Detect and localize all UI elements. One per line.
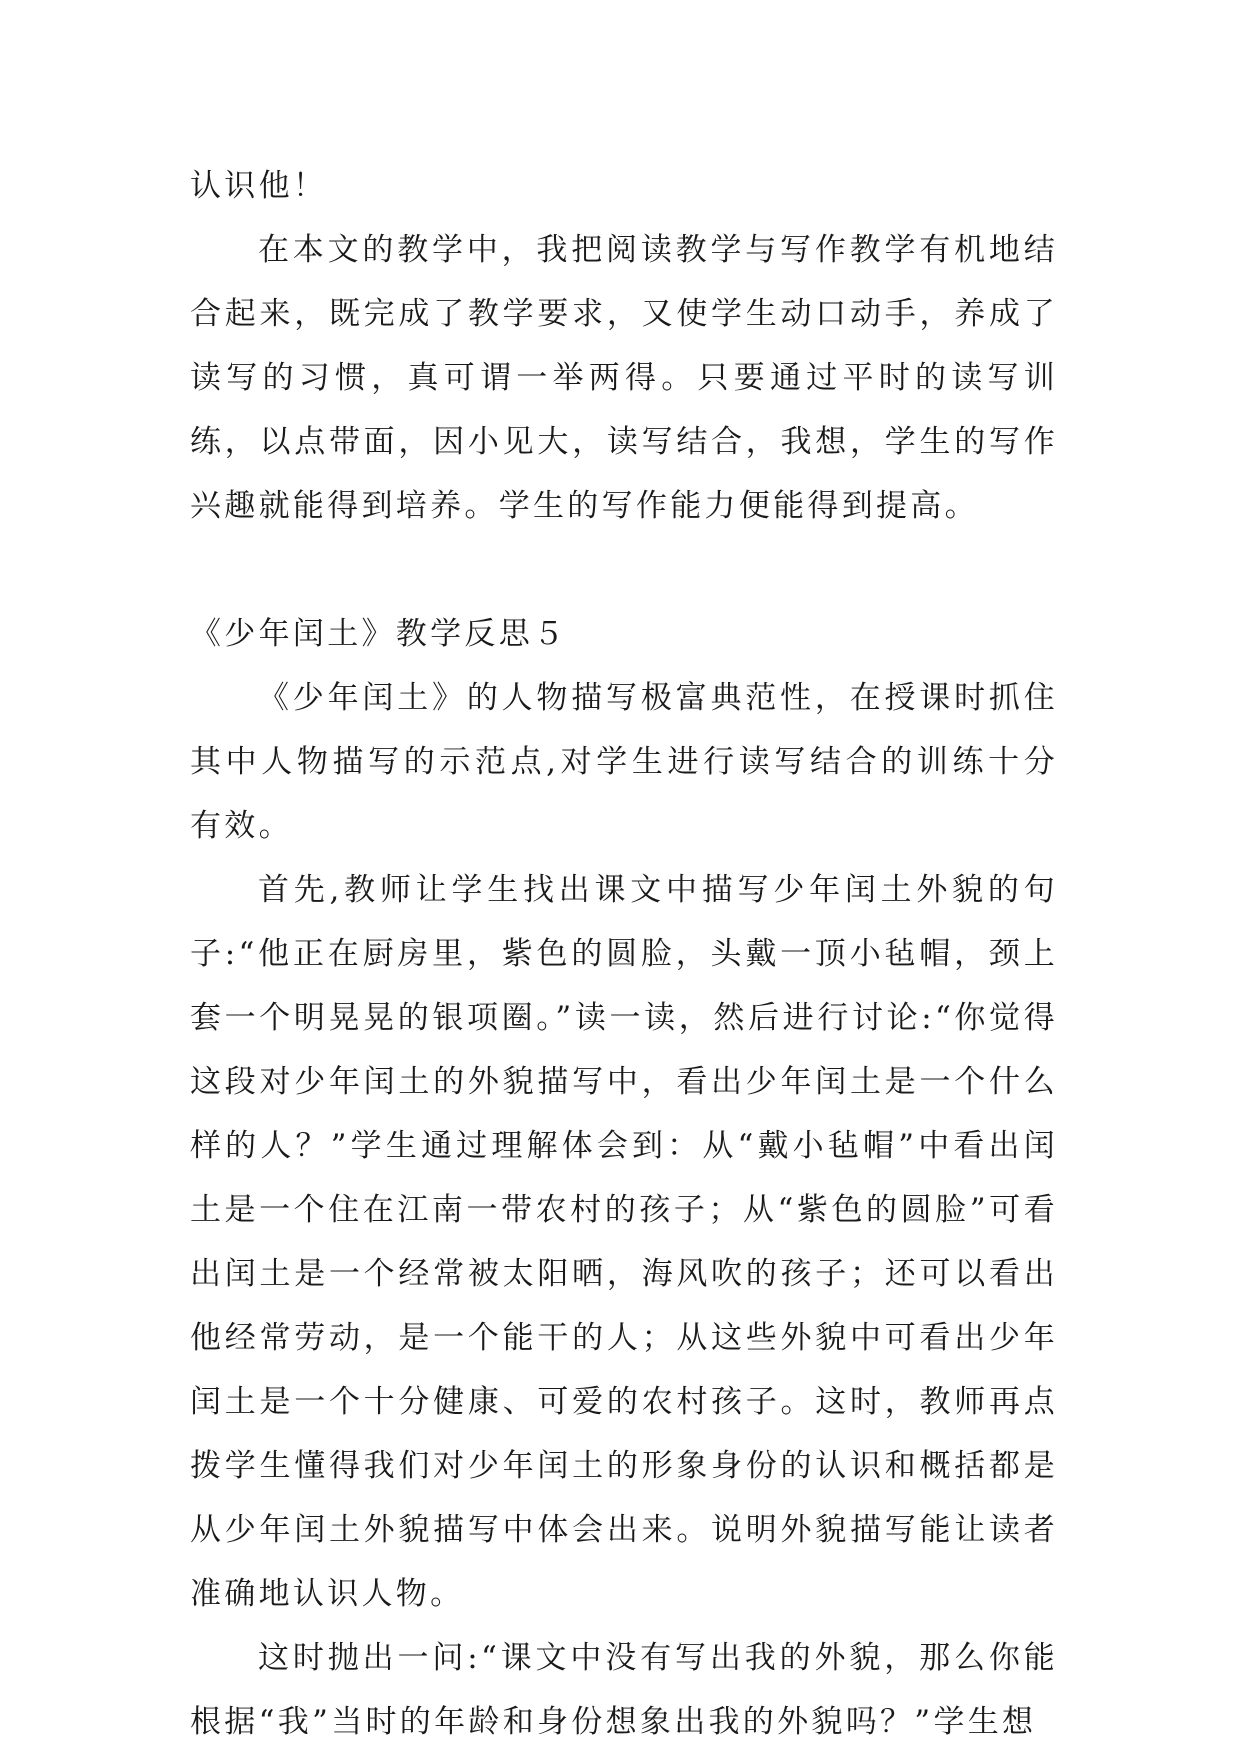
section-title: 《少年闰土》教学反思５ [190, 616, 568, 652]
carryover-line: 认识他！ [190, 168, 328, 204]
paragraph: 这时抛出一问:“课文中没有写出我的外貌，那么你能根据“我”当时的年龄和身份想象出我的外貌吗？”学生想 [190, 1640, 1058, 1740]
paragraph: 在本文的教学中，我把阅读教学与写作教学有机地结合起来，既完成了教学要求，又使学生动口动手，养成了读写的习惯，真可谓一举两得。只要通过平时的读写训练，以点带面，因小见大，读写结合，我想，学生的写作兴趣就能得到培养。学生的写作能力便能得到提高。 [190, 232, 1058, 524]
paragraph: 《少年闰土》的人物描写极富典范性，在授课时抓住其中人物描写的示范点,对学生进行读写结合的训练十分有效。 [190, 680, 1058, 844]
section-gap [190, 538, 1058, 602]
document-body [190, 154, 1058, 1754]
paragraph: 首先,教师让学生找出课文中描写少年闰土外貌的句子:“他正在厨房里，紫色的圆脸，头戴一顶小毡帽，颈上套一个明晃晃的银项圈。”读一读，然后进行讨论:“你觉得这段对少年闰土的外貌描写中，看出少年闰土是一个什么样的人？”学生通过理解体会到：从“戴小毡帽”中看出闰土是一个住在江南一带农村的孩子；从“紫色的圆脸”可看出闰土是一个经常被太阳晒，海风吹的孩子；还可以看出他经常劳动，是一个能干的人；从这些外貌中可看出少年闰土是一个十分健康、可爱的农村孩子。这时，教师再点拨学生懂得我们对少年闰土的形象身份的认识和概括都是从少年闰土外貌描写中体会出来。说明外貌描写能让读者准确地认识人物。 [190, 872, 1058, 1612]
